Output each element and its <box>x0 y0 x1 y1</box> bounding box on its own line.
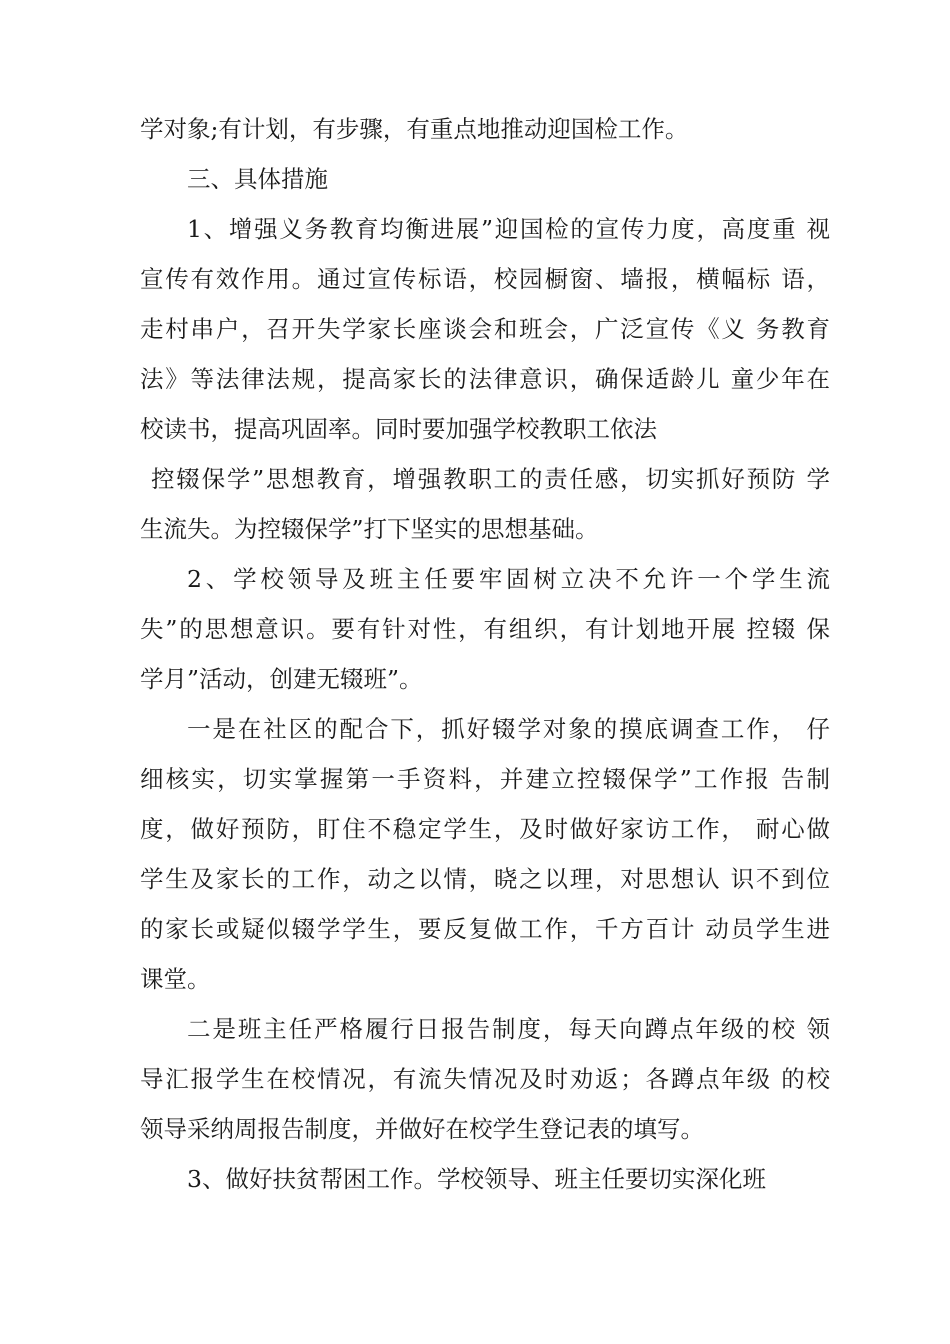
text-line: 一是在社区的配合下，抓好辍学对象的摸底调查工作， 仔 <box>187 715 830 743</box>
text-line: 的家长或疑似辍学学生，要反复做工作，千方百计 动员学生进 <box>140 915 830 943</box>
text-line: 走村串户，召开失学家长座谈会和班会，广泛宣传《义 务教育 <box>140 315 830 343</box>
text-line: 宣传有效作用。通过宣传标语，校园橱窗、墙报，横幅标 语， <box>140 265 830 293</box>
section-heading: 三、具体措施 <box>187 165 328 193</box>
text-line: 2、学校领导及班主任要牢固树立决不允许一个学生流 <box>187 565 830 593</box>
text-line: 学月”活动，创建无辍班”。 <box>140 665 423 693</box>
text-line: 法》等法律法规，提高家长的法律意识，确保适龄儿 童少年在 <box>140 365 830 393</box>
text-line: 失”的思想意识。要有针对性，有组织，有计划地开展 控辍 保 <box>140 615 830 643</box>
text-line: 生流失。为控辍保学”打下坚实的思想基础。 <box>140 515 599 543</box>
text-line: 3、做好扶贫帮困工作。学校领导、班主任要切实深化班 <box>187 1165 766 1193</box>
text-line: 度，做好预防，盯住不稳定学生，及时做好家访工作， 耐心做 <box>140 815 830 843</box>
text-line: 导汇报学生在校情况，有流失情况及时劝返；各蹲点年级 的校 <box>140 1065 830 1093</box>
text-line: 校读书，提高巩固率。同时要加强学校教职工依法 <box>140 415 657 443</box>
text-line: 学生及家长的工作，动之以情，晓之以理，对思想认 识不到位 <box>140 865 830 893</box>
text-line: 细核实，切实掌握第一手资料，并建立控辍保学”工作报 告制 <box>140 765 830 793</box>
text-line: 领导采纳周报告制度，并做好在校学生登记表的填写。 <box>140 1115 704 1143</box>
text-line: 1、增强义务教育均衡进展”迎国检的宣传力度，高度重 视 <box>187 215 830 243</box>
text-line: 二是班主任严格履行日报告制度，每天向蹲点年级的校 领 <box>187 1015 830 1043</box>
text-line: 控辍保学”思想教育，增强教职工的责任感，切实抓好预防 学 <box>151 465 830 493</box>
document-body <box>140 104 830 1204</box>
text-line: 学对象;有计划，有步骤，有重点地推动迎国检工作。 <box>140 115 689 143</box>
text-line: 课堂。 <box>140 965 211 993</box>
